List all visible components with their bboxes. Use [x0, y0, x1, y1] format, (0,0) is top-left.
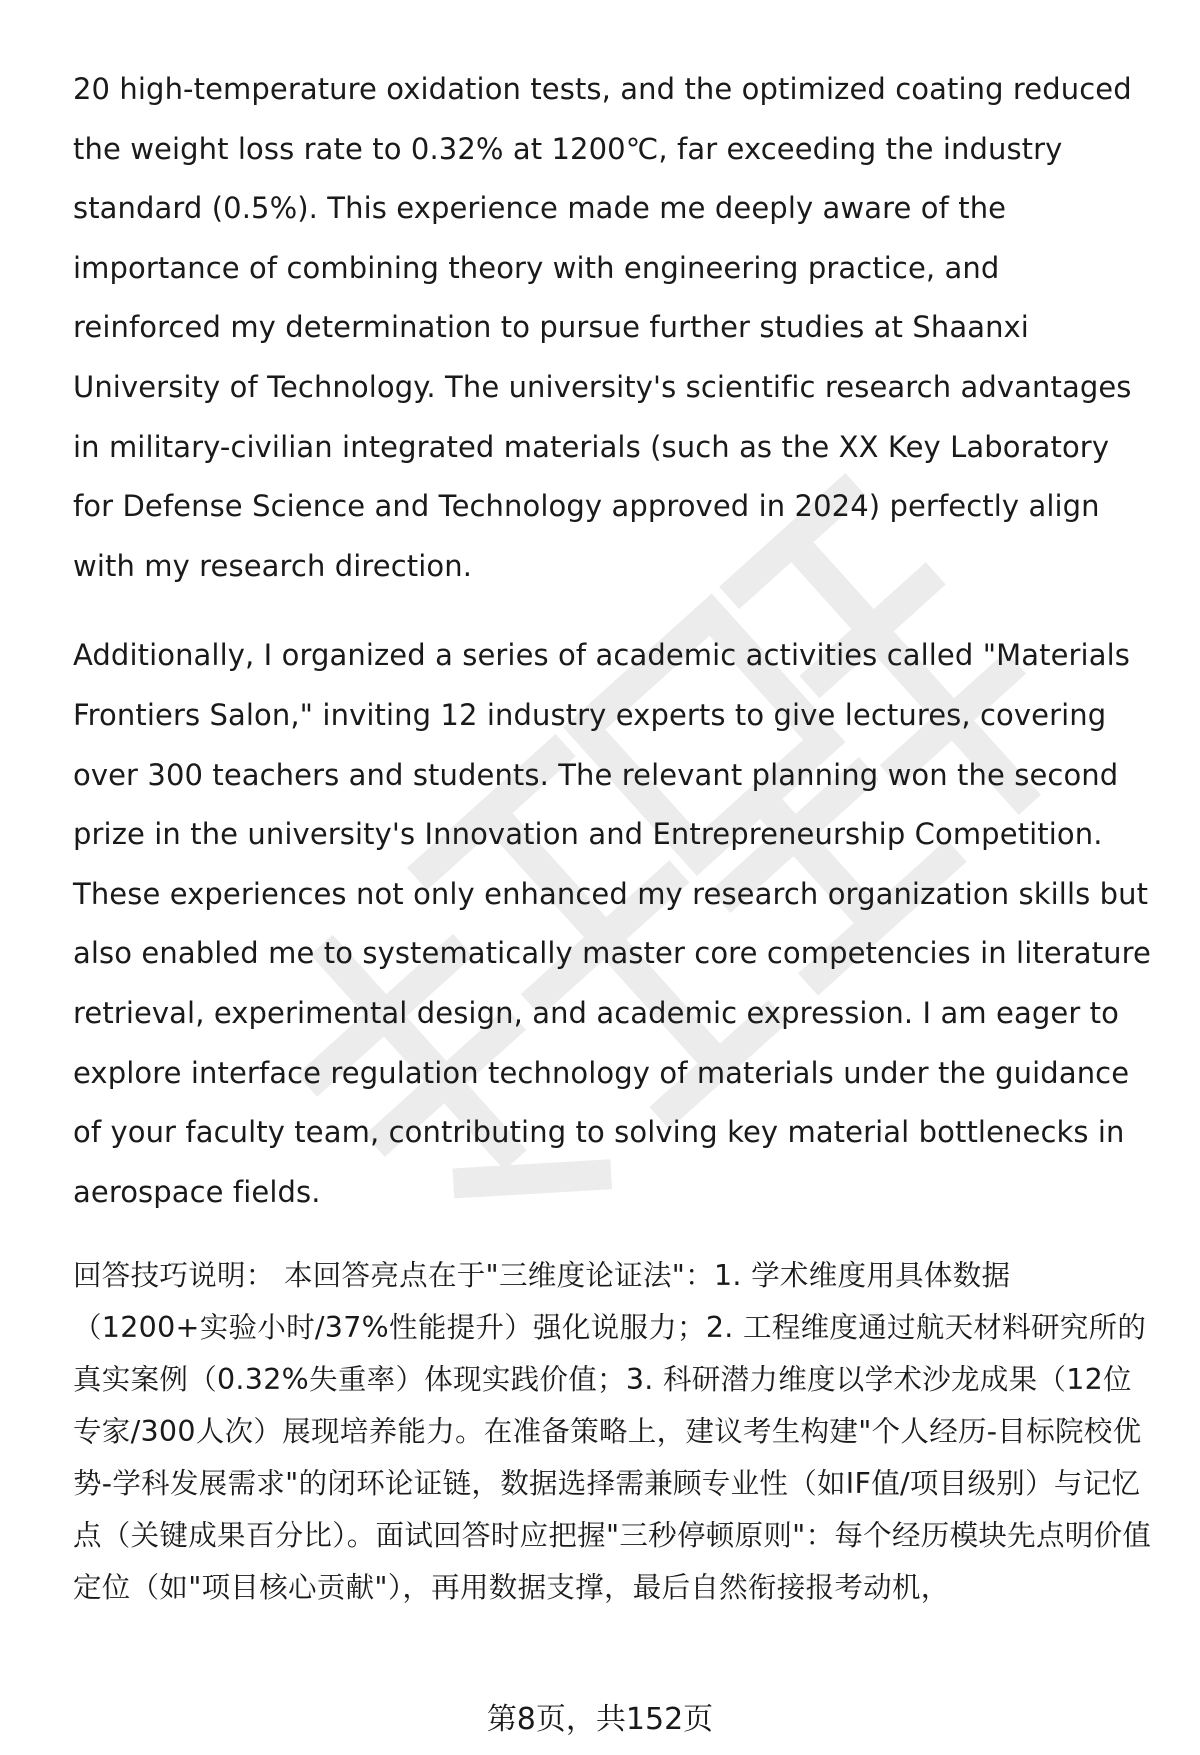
- page-number: 第8页，共152页: [486, 1702, 714, 1737]
- body-paragraph-1: 20 high-temperature oxidation tests, and the optimized coating reduced the weight loss rate to 0.32% at 1200℃, far exceeding the industry standard (0.5%). This experience made me deeply aware of the importance of combining theory with engineering practice, and reinforced my determination to pursue further studies at Shaanxi University of Technology. The university's scientific research advantages in military-civilian integrated materials (such as the XX Key Laboratory for Defense Science and Technology approved in 2024) perfectly align with my research direction.: [73, 72, 1132, 583]
- document-page: [73, 60, 1155, 1614]
- body-paragraph-2: Additionally, I organized a series of academic activities called "Materials Frontiers Salon," inviting 12 industry experts to give lectures, covering over 300 teachers and students. The relevant planning won the second prize in the university's Innovation and Entrepreneurship Competition. These experiences not only enhanced my research organization skills but also enabled me to systematically master core competencies in literature retrieval, experimental design, and academic expression. I am eager to explore interface regulation technology of materials under the guidance of your faculty team, contributing to solving key material bottlenecks in aerospace fields.: [73, 638, 1151, 1209]
- answer-tips-paragraph: 回答技巧说明： 本回答亮点在于"三维度论证法"：1. 学术维度用具体数据（1200+实验小时/37%性能提升）强化说服力；2. 工程维度通过航天材料研究所的真实案例（0.32%失重率）体现实践价值；3. 科研潜力维度以学术沙龙成果（12位专家/300人次）展现培养能力。在准备策略上，建议考生构建"个人经历-目标院校优势-学科发展需求"的闭环论证链，数据选择需兼顾专业性（如IF值/项目级别）与记忆点（关键成果百分比）。面试回答时应把握"三秒停顿原则"：每个经历模块先点明价值定位（如"项目核心贡献"），再用数据支撑，最后自然衔接报考动机，: [73, 1259, 1152, 1605]
